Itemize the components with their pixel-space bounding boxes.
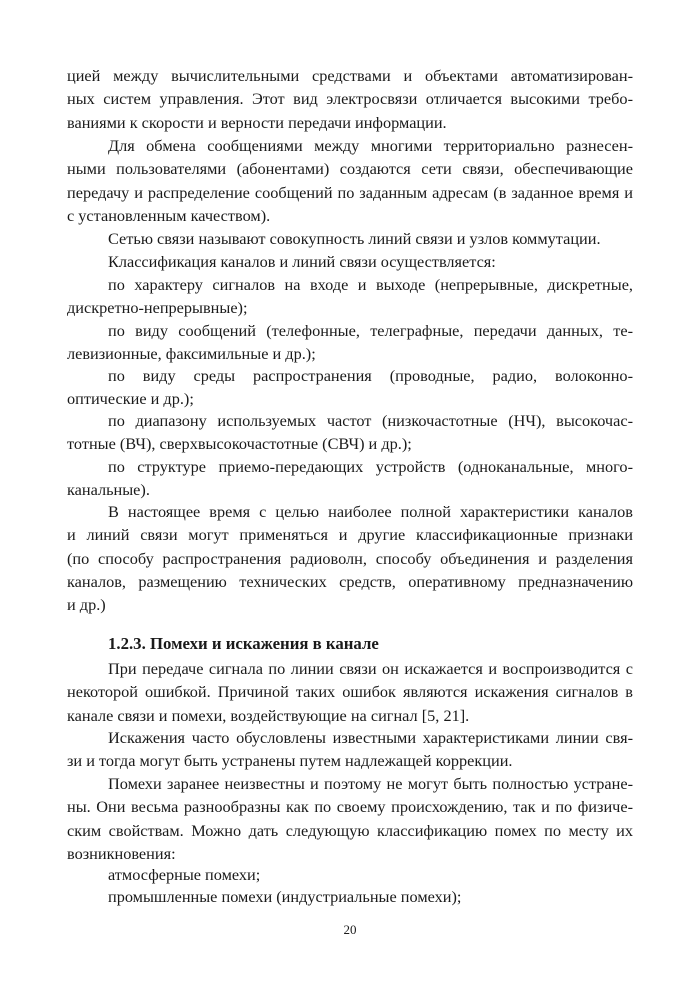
list-item-by-frequency [67, 409, 633, 456]
paragraph-noise-classification [67, 772, 633, 865]
text-line: оптические и др.); [67, 389, 194, 409]
text-line: передачу и распределение сообщений по заданным адресам (в заданное время и [67, 182, 633, 202]
text-line: тотные (ВЧ), сверхвысокочастотные (СВЧ) и др.); [67, 434, 412, 454]
page-number: 20 [343, 922, 357, 937]
paragraph-network-definition [67, 227, 633, 250]
text-line: по структуре приемо-передающих устройств (одноканальные, много- [108, 457, 633, 476]
text-line: Классификация каналов и линий связи осуществляется: [108, 252, 496, 271]
list-item-by-message [67, 319, 633, 366]
paragraph-classification-intro [67, 250, 633, 273]
text-line: левизионные, факсимильные и др.); [67, 344, 316, 364]
text-line: ных систем управления. Этот вид электросвязи отличается высокими требо- [67, 89, 633, 109]
text-line: по характеру сигналов на входе и выходе (непрерывные, дискретные, [108, 275, 633, 294]
list-item-by-medium [67, 364, 633, 411]
text-line: Искажения часто обусловлены известными характеристиками линии свя- [108, 728, 633, 747]
text-line: ными пользователями (абонентами) создаются сети связи, обеспечивающие [67, 159, 633, 179]
text-line: (по способу распространения радиоволн, способу объединения и разделения [67, 548, 633, 568]
text-line: атмосферные помехи; [108, 865, 261, 884]
text-line: промышленные помехи (индустриальные помехи); [108, 887, 462, 906]
text-line: Сетью связи называют совокупность линий связи и узлов коммутации. [108, 229, 601, 248]
text-line: по виду сообщений (телефонные, телеграфные, передачи данных, те- [108, 321, 633, 340]
text-line: возникновения: [67, 843, 176, 863]
section-heading: 1.2.3. Помехи и искажения в канале [108, 634, 379, 653]
list-item-by-signal [67, 273, 633, 320]
text-line: и линий связи могут применяться и другие классификационные признаки [67, 525, 633, 545]
list-item-industrial-noise [67, 885, 633, 908]
paragraph-distortion-correction [67, 726, 633, 773]
text-line: с установленным качеством). [67, 205, 271, 225]
paragraph-other-classifications [67, 500, 633, 616]
text-line: ским свойствам. Можно дать следующую классификацию помех по месту их [67, 820, 633, 840]
text-line: некоторой ошибкой. Причиной таких ошибок являются искажения сигналов в [67, 682, 633, 702]
text-line: зи и тогда могут быть устранены путем надлежащей коррекции. [67, 751, 513, 771]
paragraph-communication-networks [67, 134, 633, 227]
text-line: ны. Они весьма разнообразны как по своему происхождению, так и по физиче- [67, 797, 633, 817]
text-line: ваниями к скорости и верности передачи информации. [67, 112, 447, 132]
text-line: В настоящее время с целью наиболее полной характеристики каналов [108, 502, 633, 521]
text-line: цией между вычислительными средствами и объектами автоматизирован- [67, 66, 633, 85]
text-line: дискретно-непрерывные); [67, 298, 248, 318]
text-line: каналов, размещению технических средств, оперативному предназначению [67, 571, 633, 591]
text-line: по виду среды распространения (проводные, радио, волоконно- [108, 366, 633, 385]
text-line: Для обмена сообщениями между многими территориально разнесен- [108, 136, 633, 155]
text-line: Помехи заранее неизвестны и поэтому не могут быть полностью устране- [108, 774, 633, 793]
text-line: канале связи и помехи, воздействующие на сигнал [5, 21]. [67, 705, 470, 725]
paragraph-continuation [67, 64, 633, 134]
text-line: по диапазону используемых частот (низкочастотные (НЧ), высокочас- [108, 411, 633, 430]
text-line: канальные). [67, 480, 150, 500]
paragraph-signal-distortion [67, 657, 633, 727]
text-line: и др.) [67, 595, 106, 615]
list-item-atmospheric-noise [67, 863, 633, 886]
text-line: При передаче сигнала по линии связи он искажается и воспроизводится с [108, 659, 633, 678]
list-item-by-structure [67, 455, 633, 502]
